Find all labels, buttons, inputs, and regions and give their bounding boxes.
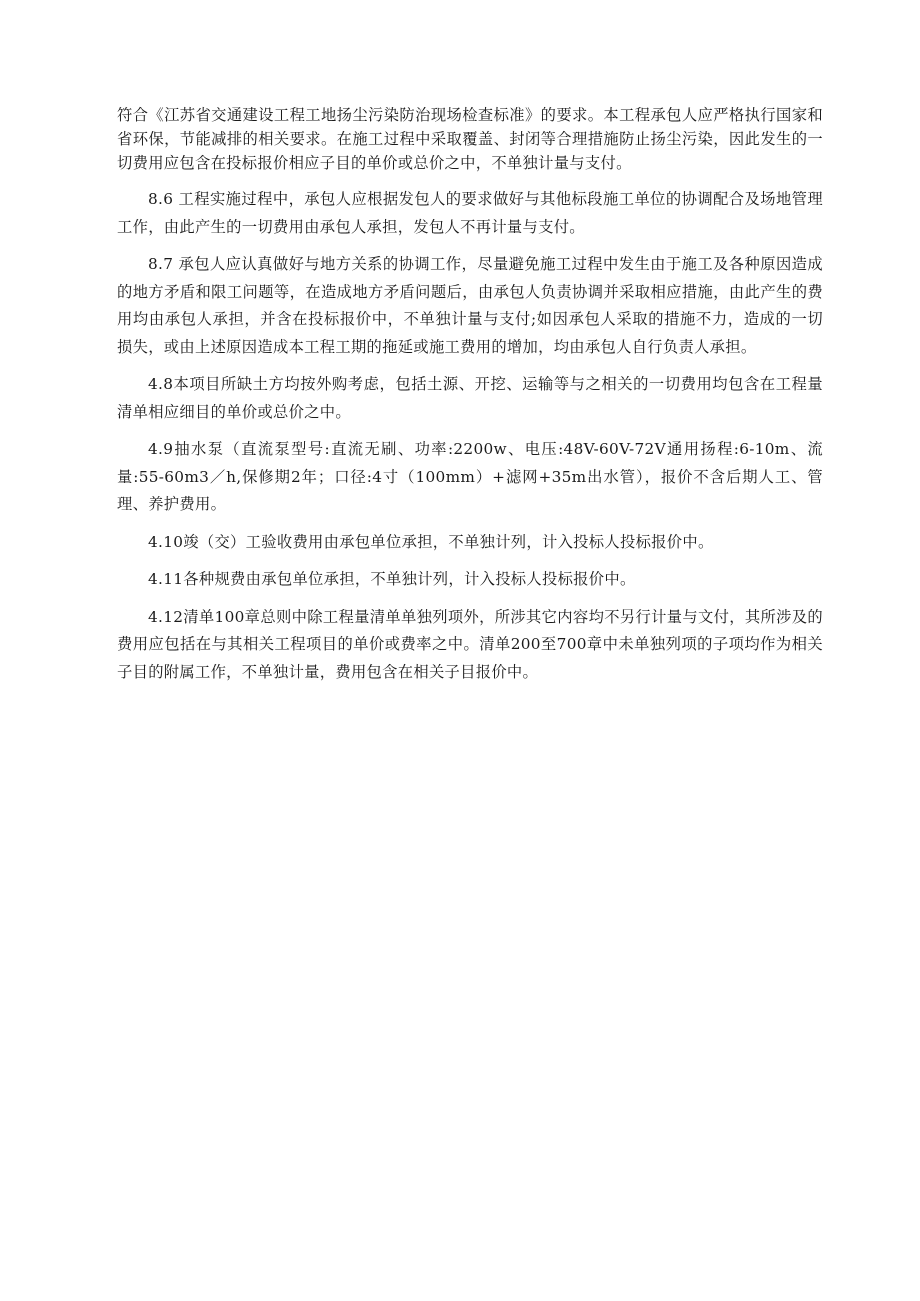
paragraph-8-6: 8.6 工程实施过程中，承包人应根据发包人的要求做好与其他标段施工单位的协调配合及场地管理工作，由此产生的一切费用由承包人承担，发包人不再计量与支付。 xyxy=(117,190,823,236)
paragraph-dust-control: 符合《江苏省交通建设工程工地扬尘污染防治现场检查标准》的要求。本工程承包人应严格执行国家和省环保，节能减排的相关要求。在施工过程中采取覆盖、封闭等合理措施防止扬尘污染，因此发生的一切费用应包含在投标报价相应子目的单价或总价之中，不单独计量与支付。 xyxy=(117,106,823,172)
paragraph-8-7: 8.7 承包人应认真做好与地方关系的协调工作，尽量避免施工过程中发生由于施工及各种原因造成的地方矛盾和限工问题等，在造成地方矛盾问题后，由承包人负责协调并采取相应措施，由此产生的费用均由承包人承担，并含在投标报价中，不单独计量与支付;如因承包人采取的措施不力，造成的一切损失，或由上述原因造成本工程工期的拖延或施工费用的增加，均由承包人自行负责人承担。 xyxy=(117,255,823,356)
paragraph-4-8: 4.8本项目所缺土方均按外购考虑，包括土源、开挖、运输等与之相关的一切费用均包含在工程量清单相应细目的单价或总价之中。 xyxy=(117,375,823,421)
paragraph-4-9: 4.9抽水泵（直流泵型号:直流无刷、功率:2200w、电压:48V-60V-72V通用扬程:6-10m、流量:55-60m3／h,保修期2年；口径:4寸（100mm）+滤网+35m出水管），报价不含后期人工、管理、养护费用。 xyxy=(117,440,823,513)
paragraph-4-12: 4.12清单100章总则中除工程量清单单独列项外，所涉其它内容均不另行计量与文付，其所涉及的费用应包括在与其相关工程项目的单价或费率之中。清单200至700章中未单独列项的子项均作为相关子目的附属工作，不单独计量，费用包含在相关子目报价中。 xyxy=(117,607,823,681)
document-body xyxy=(117,103,823,696)
paragraph-4-10: 4.10竣（交）工验收费用由承包单位承担，不单独计列，计入投标人投标报价中。 xyxy=(148,532,714,551)
paragraph-4-11: 4.11各种规费由承包单位承担，不单独计列，计入投标人投标报价中。 xyxy=(148,570,636,588)
